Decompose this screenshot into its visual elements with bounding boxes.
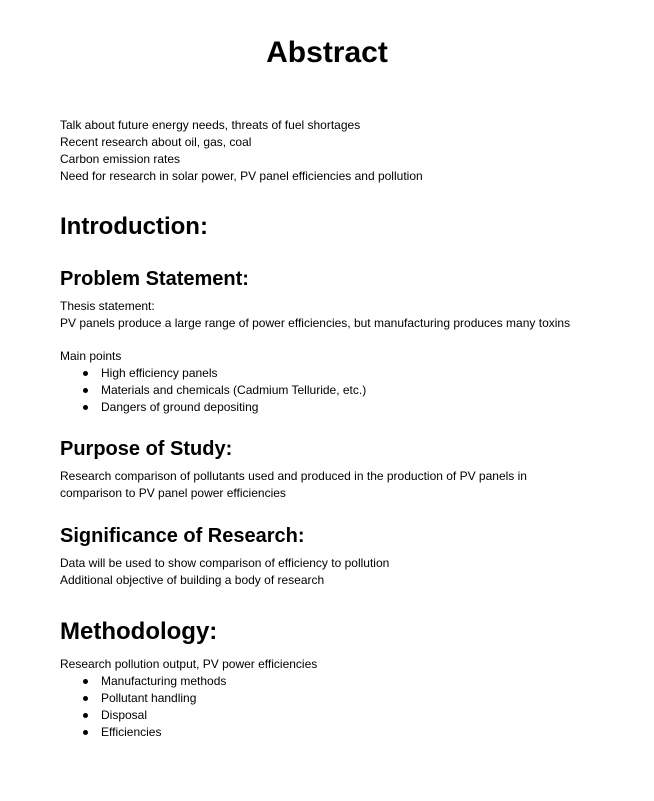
bullet-icon	[83, 405, 88, 410]
list-item	[60, 690, 226, 707]
list-item	[60, 399, 366, 416]
methodology-intro: Research pollution output, PV power efficiencies	[60, 657, 318, 671]
main-points-label-block	[60, 348, 121, 365]
significance-line: Data will be used to show comparison of efficiency to pollution	[60, 556, 390, 570]
methodology-list	[60, 673, 226, 741]
bullet-icon	[83, 696, 88, 701]
problem-statement-body	[60, 298, 570, 332]
list-item-text: Manufacturing methods	[101, 674, 227, 688]
abstract-body	[60, 117, 423, 185]
abstract-line: Need for research in solar power, PV panel efficiencies and pollution	[60, 169, 423, 183]
significance-heading: Significance of Research:	[60, 525, 305, 547]
abstract-line: Carbon emission rates	[60, 152, 181, 166]
purpose-of-study-heading: Purpose of Study:	[60, 438, 233, 460]
list-item-text: Efficiencies	[101, 725, 162, 739]
methodology-intro-block	[60, 656, 317, 673]
abstract-title: Abstract	[266, 36, 388, 69]
abstract-line: Recent research about oil, gas, coal	[60, 135, 252, 149]
thesis-label: Thesis statement:	[60, 299, 155, 313]
bullet-icon	[83, 713, 88, 718]
list-item-text: Dangers of ground depositing	[101, 400, 259, 414]
list-item-text: Disposal	[101, 708, 148, 722]
main-points-label: Main points	[60, 349, 122, 363]
significance-body	[60, 555, 389, 589]
list-item	[60, 382, 366, 399]
significance-line: Additional objective of building a body of research	[60, 573, 325, 587]
problem-statement-heading: Problem Statement:	[60, 268, 249, 290]
introduction-heading: Introduction:	[60, 213, 208, 240]
bullet-icon	[83, 730, 88, 735]
list-item-text: Pollutant handling	[101, 691, 197, 705]
main-points-list	[60, 365, 366, 416]
purpose-line: comparison to PV panel power efficiencies	[60, 486, 286, 500]
thesis-text: PV panels produce a large range of power efficiencies, but manufacturing produces many toxins	[60, 316, 571, 330]
list-item	[60, 707, 226, 724]
abstract-line: Talk about future energy needs, threats of fuel shortages	[60, 118, 361, 132]
list-item	[60, 673, 226, 690]
purpose-line: Research comparison of pollutants used and produced in the production of PV panels in	[60, 469, 527, 483]
list-item	[60, 365, 366, 382]
list-item	[60, 724, 226, 741]
purpose-of-study-body	[60, 468, 527, 502]
methodology-heading: Methodology:	[60, 618, 218, 645]
bullet-icon	[83, 679, 88, 684]
bullet-icon	[83, 388, 88, 393]
list-item-text: High efficiency panels	[101, 366, 218, 380]
bullet-icon	[83, 371, 88, 376]
list-item-text: Materials and chemicals (Cadmium Telluride, etc.)	[101, 383, 367, 397]
